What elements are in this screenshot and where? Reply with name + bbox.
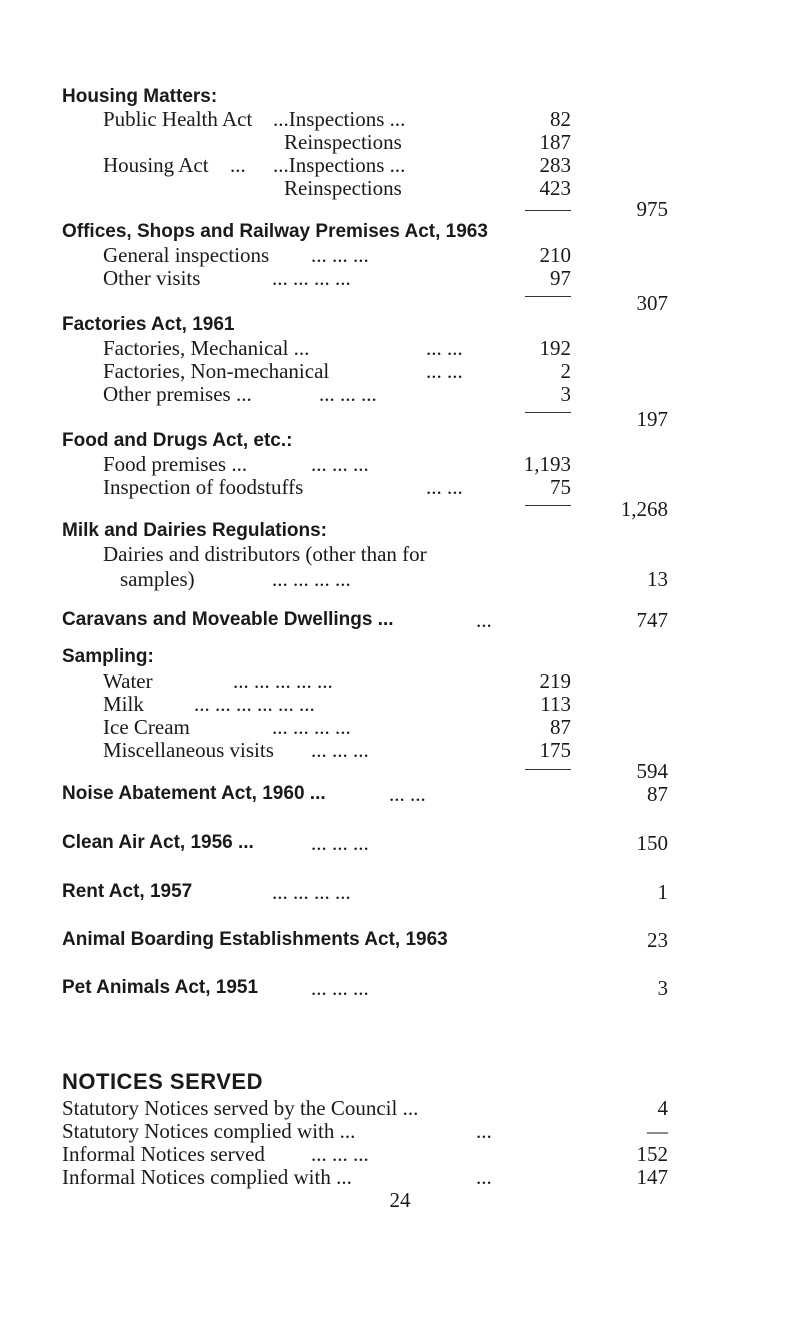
row-label: Other premises ... <box>103 382 252 406</box>
section-heading: Pet Animals Act, 1951 <box>62 977 259 998</box>
row-dots: ... <box>230 153 246 177</box>
notices-heading-row <box>0 1069 800 1095</box>
section-heading: Housing Matters: <box>62 86 218 107</box>
row-dots: ... ... ... <box>311 976 369 1000</box>
row-label: samples) <box>120 567 195 591</box>
table-row <box>0 566 800 592</box>
row-dots: ... <box>476 1165 492 1189</box>
row-label: Informal Notices complied with ... <box>62 1165 352 1189</box>
section-total: 975 <box>636 197 668 221</box>
section-total: 307 <box>636 291 668 315</box>
section-heading: Factories Act, 1961 <box>62 314 235 335</box>
row-value: 283 <box>539 153 571 177</box>
row-dots: ... ... ... <box>311 1142 369 1166</box>
row-label: Food premises ... <box>103 452 248 476</box>
section-total: 747 <box>636 608 668 632</box>
row-value: 147 <box>636 1165 668 1189</box>
section-heading: Milk and Dairies Regulations: <box>62 520 327 541</box>
row-label: Dairies and distributors (other than for <box>103 542 427 566</box>
row-value: 82 <box>550 107 571 131</box>
row-label: Inspection of foodstuffs <box>103 475 304 499</box>
section-heading: Rent Act, 1957 <box>62 881 193 902</box>
row-label: Statutory Notices served by the Council ... <box>62 1096 419 1120</box>
row-value: 87 <box>550 715 571 739</box>
row-dots: ... ... <box>426 475 463 499</box>
table-row <box>0 381 800 407</box>
row-dots: ... ... ... ... <box>272 266 351 290</box>
row-dots: ... ... ... <box>311 831 369 855</box>
clean-air-row <box>0 830 800 856</box>
noise-row <box>0 781 800 807</box>
section-total: 197 <box>636 407 668 431</box>
row-value: 152 <box>636 1142 668 1166</box>
sampling-heading-row <box>0 644 800 670</box>
section-heading: Sampling: <box>62 646 154 667</box>
row-value: 1,193 <box>523 452 571 476</box>
pet-row <box>0 975 800 1001</box>
caravans-row <box>0 607 800 633</box>
row-value: 187 <box>539 130 571 154</box>
row-label: Statutory Notices complied with ... <box>62 1119 356 1143</box>
row-label: General inspections <box>103 243 270 267</box>
row-value: 210 <box>539 243 571 267</box>
row-dots: ... ... <box>426 336 463 360</box>
row-value: 4 <box>657 1096 668 1120</box>
row-label: Other visits <box>103 266 201 290</box>
row-dots: ... ... ... ... <box>272 880 351 904</box>
page-number: 24 <box>389 1188 411 1212</box>
section-total: 87 <box>647 782 668 806</box>
section-heading: Clean Air Act, 1956 ... <box>62 832 254 853</box>
row-label: Ice Cream <box>103 715 190 739</box>
section-total: 23 <box>647 928 668 952</box>
row-dots: ... <box>476 608 492 632</box>
section-total: 150 <box>636 831 668 855</box>
row-value: 113 <box>540 692 571 716</box>
row-sublabel: Reinspections <box>284 176 402 200</box>
row-sublabel: Reinspections <box>284 130 402 154</box>
section-heading: NOTICES SERVED <box>62 1069 263 1094</box>
row-sublabel: ...Inspections ... <box>273 107 406 131</box>
row-dots: ... ... ... ... ... <box>233 669 333 693</box>
row-dots: ... ... ... <box>311 738 369 762</box>
row-value: 175 <box>539 738 571 762</box>
section-total: 594 <box>636 759 668 783</box>
row-label: Public Health Act <box>103 107 253 131</box>
table-row <box>0 265 800 291</box>
row-dots: ... ... ... <box>311 243 369 267</box>
row-label: Factories, Mechanical ... <box>103 336 310 360</box>
rent-row <box>0 879 800 905</box>
section-heading: Caravans and Moveable Dwellings ... <box>62 609 394 630</box>
row-label: Informal Notices served <box>62 1142 265 1166</box>
section-total: 1 <box>657 880 668 904</box>
section-heading: Food and Drugs Act, etc.: <box>62 430 293 451</box>
section-total: 3 <box>657 976 668 1000</box>
row-value: 2 <box>560 359 571 383</box>
row-label: Milk <box>103 692 144 716</box>
row-sublabel: ...Inspections ... <box>273 153 406 177</box>
section-total: 13 <box>647 567 668 591</box>
row-dots: ... ... <box>426 359 463 383</box>
table-row <box>0 1164 800 1190</box>
row-value: 423 <box>539 176 571 200</box>
row-label: Factories, Non-mechanical <box>103 359 330 383</box>
row-value: 75 <box>550 475 571 499</box>
row-value: — <box>647 1119 668 1143</box>
row-value: 192 <box>539 336 571 360</box>
table-row <box>0 541 800 567</box>
row-value: 97 <box>550 266 571 290</box>
section-heading: Noise Abatement Act, 1960 ... <box>62 783 326 804</box>
row-label: Miscellaneous visits <box>103 738 274 762</box>
row-dots: ... <box>476 1119 492 1143</box>
row-dots: ... ... ... ... <box>272 567 351 591</box>
section-total: 1,268 <box>620 497 668 521</box>
row-dots: ... ... ... <box>319 382 377 406</box>
section-heading: Animal Boarding Establishments Act, 1963 <box>62 929 448 950</box>
animal-row <box>0 927 800 953</box>
row-value: 219 <box>539 669 571 693</box>
row-dots: ... ... ... <box>311 452 369 476</box>
section-heading: Offices, Shops and Railway Premises Act, 1963 <box>62 221 488 242</box>
row-label: Water <box>103 669 153 693</box>
row-dots: ... ... ... ... ... ... <box>194 692 315 716</box>
row-value: 3 <box>560 382 571 406</box>
row-label: Housing Act <box>103 153 209 177</box>
row-dots: ... ... ... ... <box>272 715 351 739</box>
row-dots: ... ... <box>389 782 426 806</box>
